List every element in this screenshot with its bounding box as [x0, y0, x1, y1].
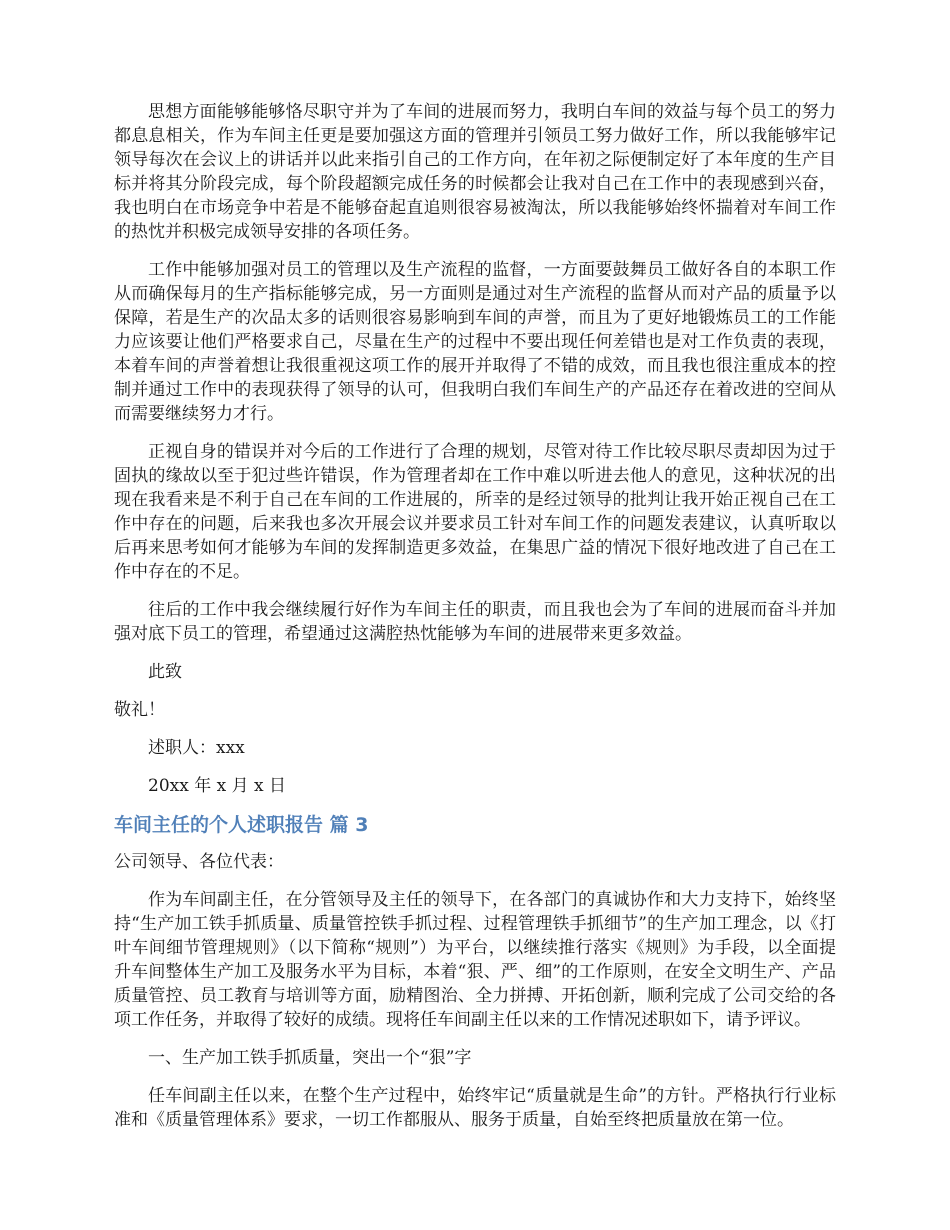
- greeting-text: 公司领导、各位代表：: [114, 852, 284, 872]
- salute-text: 敬礼！: [114, 700, 165, 720]
- date-text: 20xx 年 x 月 x 日: [148, 776, 287, 796]
- paragraph-management: 工作中能够加强对员工的管理以及生产流程的监督，一方面要鼓舞员工做好各自的本职工作从而确保每月的生产指标能够完成，另一方面则是通过对生产流程的监督从而对产品的质量予以保障，若是生产的次品太多的话则很容易影响到车间的声誉，而且为了更好地锻炼员工的工作能力应该要让他们严格要求自己，尽量在生产的过程中不要出现任何差错也是对工作负责的表现，本着车间的声誉着想让我很重视这项工作的展开并取得了不错的成效，而且我也很注重成本的控制并通过工作中的表现获得了领导的认可，但我明白我们车间生产的产品还存在着改进的空间从而需要继续努力才行。: [114, 260, 836, 424]
- paragraph-intro: 作为车间副主任，在分管领导及主任的领导下，在各部门的真诚协作和大力支持下，始终坚持“生产加工铁手抓质量、质量管控铁手抓过程、过程管理铁手抓细节”的生产加工理念，以《打叶车间细节管理规则》（以下简称“规则”）为平台，以继续推行落实《规则》为手段，以全面提升车间整体生产加工及服务水平为目标，本着“狠、严、细”的工作原则，在安全文明生产、产品质量管控、员工教育与培训等方面，励精图治、全力拼搏、开拓创新，顺利完成了公司交给的各项工作任务，并取得了较好的成绩。现将任车间副主任以来的工作情况述职如下，请予评议。: [114, 890, 836, 1030]
- subsection-title: 一、生产加工铁手抓质量，突出一个“狠”字: [148, 1048, 472, 1068]
- paragraph-mindset: 思想方面能够能够恪尽职守并为了车间的进展而努力，我明白车间的效益与每个员工的努力都息息相关，作为车间主任更是要加强这方面的管理并引领员工努力做好工作，所以我能够牢记领导每次在会议上的讲话并以此来指引自己的工作方向，在年初之际便制定好了本年度的生产目标并将其分阶段完成，每个阶段超额完成任务的时候都会让我对自己在工作中的表现感到兴奋，我也明白在市场竞争中若是不能够奋起直追则很容易被淘汰，所以我能够始终怀揣着对车间工作的热忱并积极完成领导安排的各项任务。: [114, 102, 836, 242]
- signer-text: 述职人：xxx: [148, 738, 245, 758]
- closing-text: 此致: [148, 662, 182, 682]
- paragraph-future: 往后的工作中我会继续履行好作为车间主任的职责，而且我也会为了车间的进展而奋斗并加强对底下员工的管理，希望通过这满腔热忱能够为车间的进展带来更多效益。: [114, 600, 836, 644]
- paragraph-self-review: 正视自身的错误并对今后的工作进行了合理的规划，尽管对待工作比较尽职尽责却因为过于固执的缘故以至于犯过些许错误，作为管理者却在工作中难以听进去他人的意见，这种状况的出现在我看来是不利于自己在车间的工作进展的，所幸的是经过领导的批判让我开始正视自己在工作中存在的问题，后来我也多次开展会议并要求员工针对车间工作的问题发表建议，认真听取以后再来思考如何才能够为车间的发挥制造更多效益，在集思广益的情况下很好地改进了自己在工作中存在的不足。: [114, 442, 836, 582]
- document-page: [114, 100, 836, 1146]
- paragraph-quality: 任车间副主任以来，在整个生产过程中，始终牢记“质量就是生命”的方针。严格执行行业标准和《质量管理体系》要求，一切工作都服从、服务于质量，自始至终把质量放在第一位。: [114, 1086, 836, 1130]
- section-heading: 车间主任的个人述职报告 篇 3: [114, 814, 369, 836]
